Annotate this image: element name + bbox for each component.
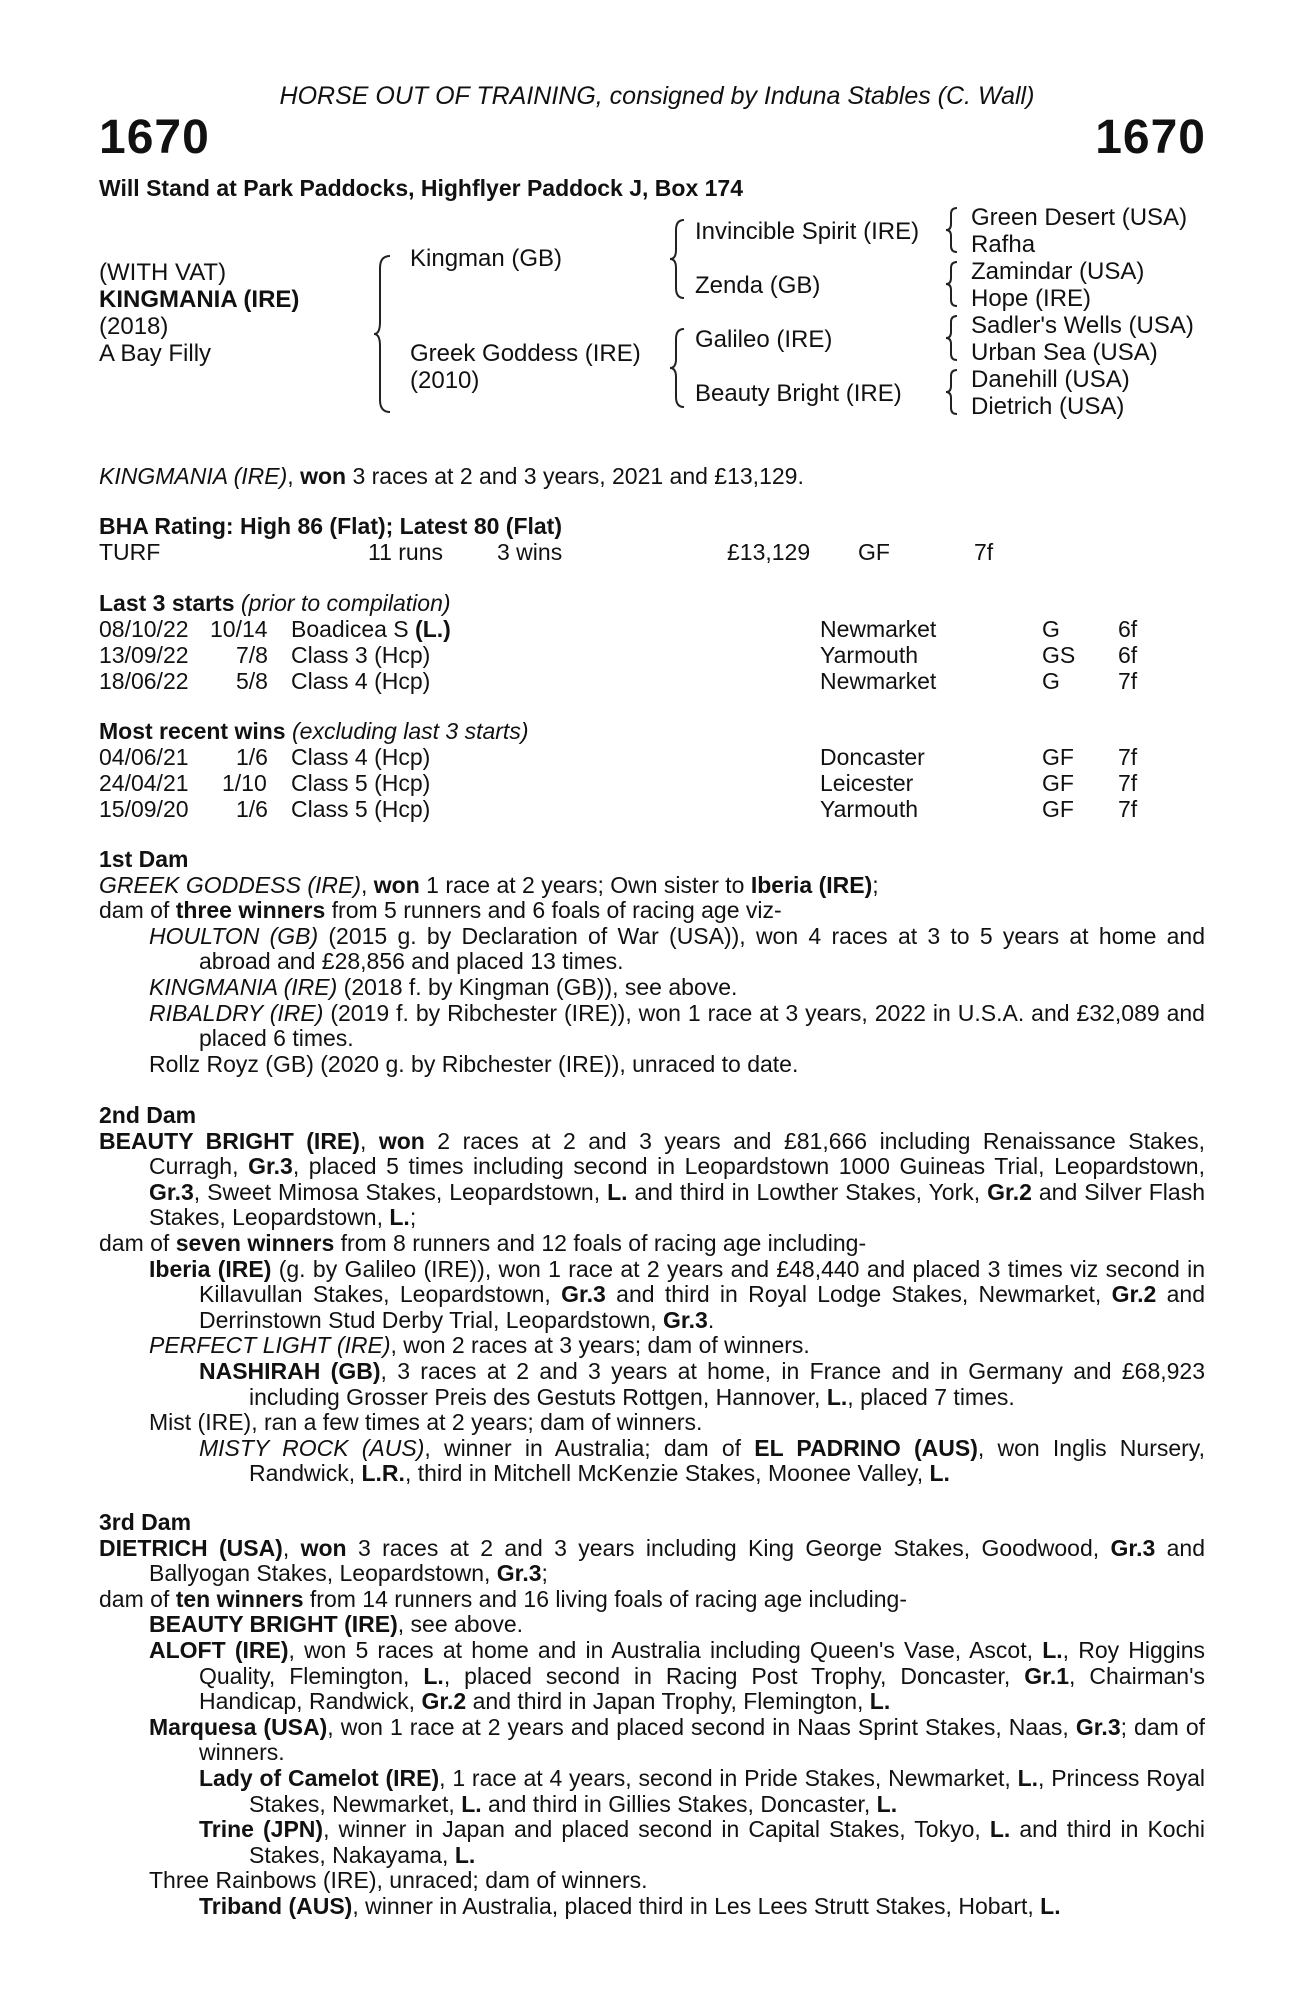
rw-race: Class 4 (Hcp) [291, 744, 431, 770]
l3-dist: 6f [1118, 642, 1138, 668]
rw-course: Doncaster [820, 744, 925, 770]
produce-three-rainbows: Three Rainbows (IRE), unraced; dam of winners. [149, 1867, 648, 1894]
rw-course: Leicester [820, 770, 914, 796]
l3-course: Newmarket [820, 668, 937, 694]
rating-going: GF [858, 539, 890, 565]
ddd: Dietrich (USA) [971, 393, 1125, 420]
dam-year: (2010) [410, 367, 480, 394]
last3-header: Last 3 starts (prior to compilation) [99, 590, 451, 616]
rw-going: GF [1042, 744, 1074, 770]
brace-ss [944, 206, 960, 254]
second-dam-title: 2nd Dam [99, 1102, 197, 1128]
brace-ds [944, 314, 960, 362]
rw-pos: 1/6 [236, 744, 268, 770]
produce-beauty-bright: BEAUTY BRIGHT (IRE), see above. [149, 1611, 524, 1638]
sire-sire: Invincible Spirit (IRE) [695, 218, 920, 245]
rating-title: BHA Rating: High 86 (Flat); Latest 80 (Flat) [99, 513, 562, 539]
rw-pos: 1/10 [222, 770, 267, 796]
rw-dist: 7f [1118, 770, 1138, 796]
sss: Green Desert (USA) [971, 204, 1188, 231]
third-dam-section [99, 1510, 1205, 1920]
horse-name: KINGMANIA (IRE) [99, 286, 300, 313]
produce-mist: Mist (IRE), ran a few times at 2 years; dam of winners. [149, 1409, 703, 1436]
l3-course: Newmarket [820, 616, 937, 642]
produce-marquesa: Marquesa (USA), won 1 race at 2 years and placed second in Naas Sprint Stakes, Naas, Gr.3; dam of winners. [149, 1713, 1205, 1766]
l3-going: G [1042, 616, 1060, 642]
produce-houlton: HOULTON (GB) (2015 g. by Declaration of War (USA)), won 4 races at 3 to 5 years at home and abroad and £28,856 and placed 13 times. [149, 922, 1205, 975]
brace-horse [372, 254, 394, 414]
sdd: Hope (IRE) [971, 285, 1092, 312]
l3-date: 18/06/22 [99, 668, 189, 694]
vat-note: (WITH VAT) [99, 259, 227, 286]
sds: Zamindar (USA) [971, 258, 1145, 285]
lot-number-right: 1670 [1095, 111, 1206, 164]
dam-dam: Beauty Bright (IRE) [695, 380, 902, 407]
stand-location: Will Stand at Park Paddocks, Highflyer Paddock J, Box 174 [99, 175, 743, 201]
rating-surface: TURF [99, 539, 161, 565]
second-dam-section [99, 1103, 1205, 1487]
l3-dist: 7f [1118, 668, 1138, 694]
l3-course: Yarmouth [820, 642, 919, 668]
l3-date: 13/09/22 [99, 642, 189, 668]
rating-wins: 3 wins [497, 539, 563, 565]
sire: Kingman (GB) [410, 245, 563, 272]
rw-course: Yarmouth [820, 796, 919, 822]
produce-nashirah: NASHIRAH (GB), 3 races at 2 and 3 years at home, in France and in Germany and £68,923 including Grosser Preis des Gestuts Rottgen, Hannover, L., placed 7 times. [199, 1357, 1205, 1410]
brace-sire [668, 218, 688, 300]
first-dam-title: 1st Dam [99, 846, 189, 872]
dam-sire: Galileo (IRE) [695, 326, 833, 353]
produce-aloft: ALOFT (IRE), won 5 races at home and in Australia including Queen's Vase, Ascot, L., Roy Higgins Quality, Flemington, L., placed second in Racing Post Trophy, Doncaster, Gr.1, Chairman's Handicap, Randwick, Gr.2 and third in Japan Trophy, Flemington, L. [149, 1636, 1206, 1715]
brace-dam [668, 327, 688, 409]
l3-dist: 6f [1118, 616, 1138, 642]
dam: Greek Goddess (IRE) [410, 340, 641, 367]
rw-race: Class 5 (Hcp) [291, 770, 431, 796]
second-dam-line: BEAUTY BRIGHT (IRE), won 2 races at 2 and 3 years and £81,666 including Renaissance Stakes, Curragh, Gr.3, placed 5 times including second in Leopardstown 1000 Guineas Trial, Leopardstown, Gr.3, Sweet Mimosa Stakes, Leopardstown, L. and third in Lowther Stakes, York, Gr.2 and Silver Flash Stakes, Leopardstown, L.; [99, 1127, 1205, 1231]
produce-ribaldry: RIBALDRY (IRE) (2019 f. by Ribchester (IRE)), won 1 race at 3 years, 2022 in U.S.A. and £32,089 and placed 6 times. [149, 999, 1205, 1052]
produce-kingmania: KINGMANIA (IRE) (2018 f. by Kingman (GB)), see above. [149, 973, 738, 1000]
dds: Danehill (USA) [971, 366, 1130, 393]
l3-going: G [1042, 668, 1060, 694]
rating-distance: 7f [974, 539, 994, 565]
l3-pos: 10/14 [210, 616, 268, 642]
brace-dd [944, 368, 960, 416]
first-dam-produce: dam of three winners from 5 runners and 6 foals of racing age viz- [99, 897, 782, 924]
rw-going: GF [1042, 770, 1074, 796]
produce-lady-of-camelot: Lady of Camelot (IRE), 1 race at 4 years, second in Pride Stakes, Newmarket, L., Princess Royal Stakes, Newmarket, L. and third in Gillies Stakes, Doncaster, L. [199, 1764, 1205, 1817]
first-dam-line: GREEK GODDESS (IRE), won 1 race at 2 years; Own sister to Iberia (IRE); [99, 871, 879, 898]
lot-number-left: 1670 [99, 111, 210, 164]
l3-date: 08/10/22 [99, 616, 189, 642]
l3-going: GS [1042, 642, 1076, 668]
rw-pos: 1/6 [236, 796, 268, 822]
horse-year: (2018) [99, 313, 169, 340]
horse-description: A Bay Filly [99, 340, 212, 367]
produce-triband: Triband (AUS), winner in Australia, placed third in Les Lees Strutt Stakes, Hobart, L. [199, 1892, 1061, 1919]
second-dam-produce: dam of seven winners from 8 runners and 12 foals of racing age including- [99, 1229, 867, 1256]
l3-race: Class 4 (Hcp) [291, 668, 431, 694]
rating-prize: £13,129 [727, 539, 811, 565]
rw-date: 15/09/20 [99, 796, 189, 822]
dsd: Urban Sea (USA) [971, 339, 1158, 366]
rw-going: GF [1042, 796, 1074, 822]
third-dam-line: DIETRICH (USA), won 3 races at 2 and 3 years including King George Stakes, Goodwood, Gr.3 and Ballyogan Stakes, Leopardstown, Gr.3; [99, 1534, 1205, 1587]
brace-sd [944, 260, 960, 308]
produce-misty-rock: MISTY ROCK (AUS), winner in Australia; dam of EL PADRINO (AUS), won Inglis Nursery, Randwick, L.R., third in Mitchell McKenzie Stakes, Moonee Valley, L. [199, 1434, 1205, 1487]
produce-perfect-light: PERFECT LIGHT (IRE), won 2 races at 3 years; dam of winners. [149, 1332, 810, 1359]
rw-race: Class 5 (Hcp) [291, 796, 431, 822]
l3-pos: 7/8 [236, 642, 268, 668]
produce-iberia: Iberia (IRE) (g. by Galileo (IRE)), won 1 race at 2 years and £48,440 and placed 3 times viz second in Killavullan Stakes, Leopardstown, Gr.3 and third in Royal Lodge Stakes, Newmarket, Gr.2 and Derrinstown Stud Derby Trial, Leopardstown, Gr.3. [149, 1255, 1206, 1333]
first-dam-section [99, 847, 1205, 1077]
rw-date: 24/04/21 [99, 770, 189, 796]
recent-header: Most recent wins (excluding last 3 starts) [99, 718, 529, 744]
rating-runs: 11 runs [368, 539, 444, 565]
sire-dam: Zenda (GB) [695, 272, 821, 299]
rw-dist: 7f [1118, 796, 1138, 822]
third-dam-title: 3rd Dam [99, 1509, 192, 1535]
third-dam-produce: dam of ten winners from 14 runners and 16 living foals of racing age including- [99, 1585, 907, 1612]
dss: Sadler's Wells (USA) [971, 312, 1194, 339]
produce-rollz-royz: Rollz Royz (GB) (2020 g. by Ribchester (IRE)), unraced to date. [149, 1050, 799, 1077]
l3-race: Class 3 (Hcp) [291, 642, 431, 668]
consignment-line: HORSE OUT OF TRAINING, consigned by Induna Stables (C. Wall) [279, 82, 1035, 110]
rw-date: 04/06/21 [99, 744, 189, 770]
rw-dist: 7f [1118, 744, 1138, 770]
l3-pos: 5/8 [236, 668, 268, 694]
ssd: Rafha [971, 231, 1036, 258]
produce-trine: Trine (JPN), winner in Japan and placed second in Capital Stakes, Tokyo, L. and third in Kochi Stakes, Nakayama, L. [199, 1816, 1205, 1868]
l3-race: Boadicea S (L.) [291, 616, 451, 642]
race-summary: KINGMANIA (IRE), won 3 races at 2 and 3 years, 2021 and £13,129. [99, 463, 804, 489]
